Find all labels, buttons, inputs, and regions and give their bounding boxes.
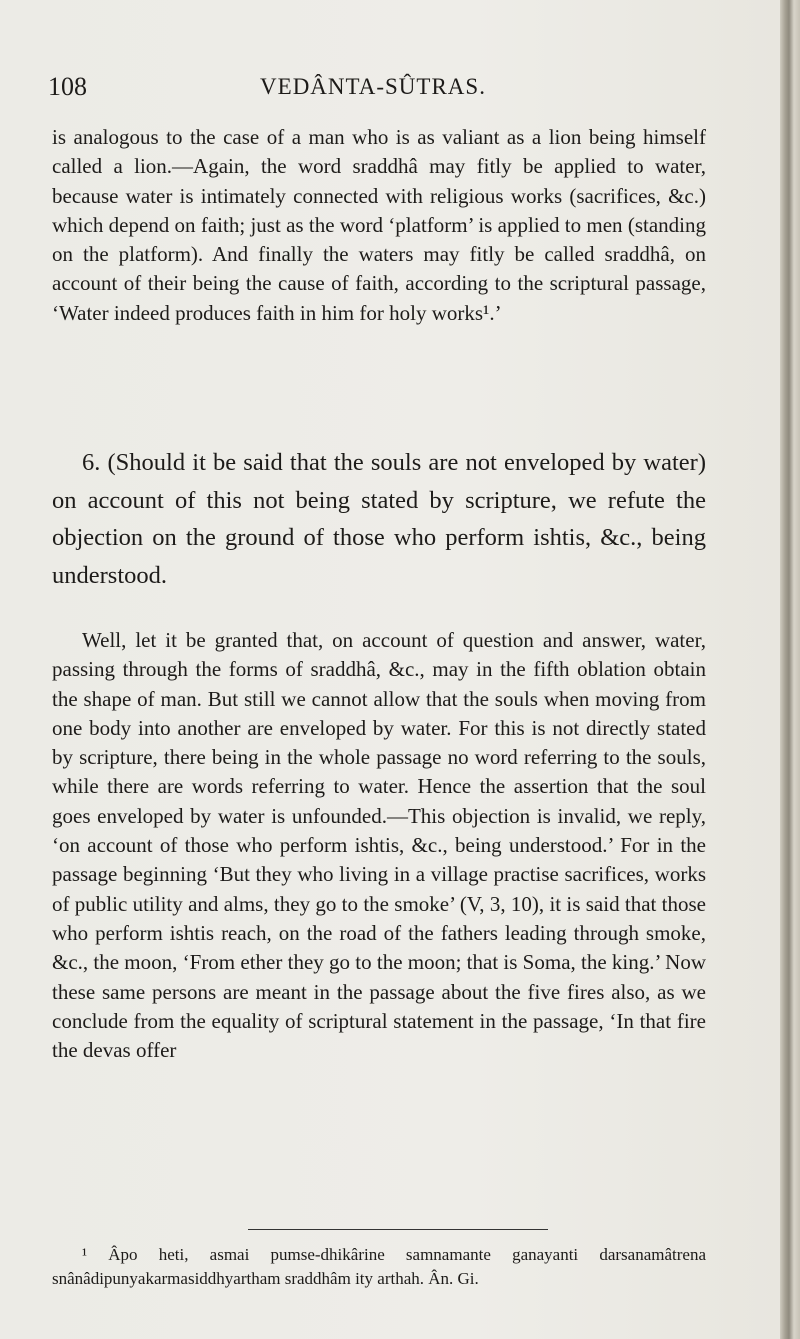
page-edge (780, 0, 800, 1339)
sutra-text: 6. (Should it be said that the souls are not enveloped by water) on account of this not being stated by scripture, we refute the objection on the ground of those who perform ishtis, &c., being understood. (52, 449, 706, 589)
footnote-text: ¹ Âpo heti, asmai pumse-dhikârine samnamante ganayanti darsanamâtrena snânâdipunyakarmasiddhyartham sraddhâm ity arthah. Ân. Gi. (52, 1245, 706, 1288)
paragraph-text: is analogous to the case of a man who is as valiant as a lion being himself called a lion.—Again, the word sraddhâ may fitly be applied to water, because water is intimately connected with religious works (sacrifices, &c.) which depend on faith; just as the word ‘platform’ is applied to men (standing on the platform). And finally the waters may fitly be called sraddhâ, on account of their being the cause of faith, according to the scriptural passage, ‘Water indeed produces faith in him for holy works¹.’ (52, 125, 706, 325)
page-number: 108 (48, 72, 87, 101)
sutra-paragraph (52, 444, 706, 594)
page-header (48, 72, 698, 108)
footnote-divider (248, 1229, 548, 1230)
footnote (52, 1243, 706, 1290)
continuation-paragraph (52, 123, 706, 328)
running-head: VEDÂNTA-SÛTRAS. (260, 74, 486, 99)
commentary-text: Well, let it be granted that, on account of question and answer, water, passing through the forms of sraddhâ, &c., may in the fifth oblation obtain the shape of man. But still we cannot allow that the souls when moving from one body into another are enveloped by water. For this is not directly stated by scripture, there being in the whole passage no word referring to the souls, while there are words referring to water. Hence the assertion that the soul goes enveloped by water is unfounded.—This objection is invalid, we reply, ‘on account of those who perform ishtis, &c., being understood.’ For in the passage beginning ‘But they who living in a village practise sacrifices, works of public utility and alms, they go to the smoke’ (V, 3, 10), it is said that those who perform ishtis reach, on the road of the fathers leading through smoke, &c., the moon, ‘From ether they go to the moon; that is Soma, the king.’ Now these same persons are meant in the passage about the five fires also, as we conclude from the equality of scriptural statement in the passage, ‘In that fire the devas offer (52, 628, 707, 1063)
commentary-paragraph (52, 626, 706, 1065)
